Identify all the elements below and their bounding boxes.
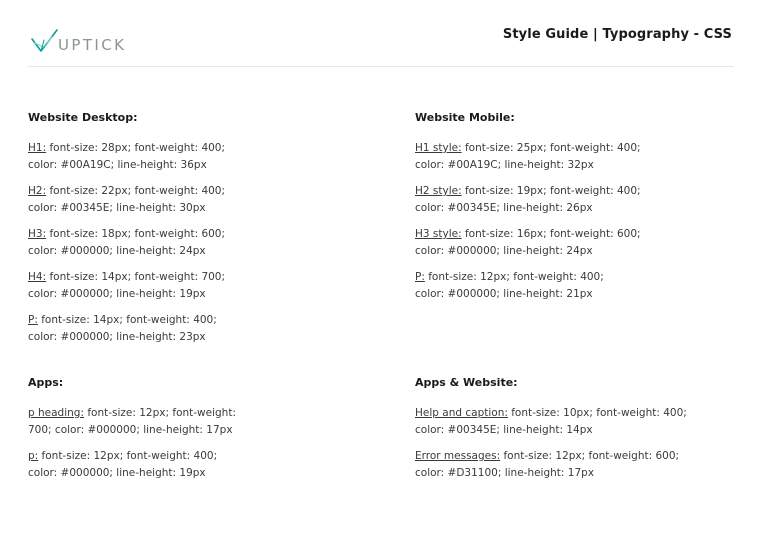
spec-line-2: color: #000000; line-height: 21px <box>415 288 593 300</box>
section-heading: Website Desktop: <box>28 111 138 124</box>
spec-line-1: font-size: 28px; font-weight: 400; <box>46 142 226 154</box>
spec-line-2: color: #000000; line-height: 23px <box>28 331 206 343</box>
spec-item <box>415 226 735 260</box>
spec-line-1: font-size: 12px; font-weight: 600; <box>500 450 680 462</box>
spec-item <box>28 269 348 303</box>
spec-item <box>415 183 735 217</box>
spec-term: H3 style: <box>415 228 462 240</box>
spec-item <box>28 312 348 346</box>
spec-line-1: font-size: 19px; font-weight: 400; <box>461 185 641 197</box>
spec-item <box>28 226 348 260</box>
spec-line-1: font-size: 25px; font-weight: 400; <box>461 142 641 154</box>
spec-term: H2: <box>28 185 47 197</box>
logo-wordmark: UPTICK <box>58 36 127 54</box>
spec-line-1: font-size: 12px; font-weight: <box>84 407 236 419</box>
spec-line-2: color: #00345E; line-height: 30px <box>28 202 206 214</box>
spec-line-1: font-size: 18px; font-weight: 600; <box>46 228 226 240</box>
spec-line-2: 700; color: #000000; line-height: 17px <box>28 424 233 436</box>
spec-term: P: <box>28 314 38 326</box>
spec-line-1: font-size: 10px; font-weight: 400; <box>507 407 687 419</box>
uptick-logo <box>30 26 126 54</box>
spec-line-2: color: #000000; line-height: 19px <box>28 288 206 300</box>
section-heading: Website Mobile: <box>415 111 515 124</box>
spec-line-2: color: #00A19C; line-height: 32px <box>415 159 594 171</box>
spec-line-1: font-size: 14px; font-weight: 700; <box>46 271 226 283</box>
spec-line-2: color: #000000; line-height: 19px <box>28 467 206 479</box>
spec-line-1: font-size: 12px; font-weight: 400; <box>38 450 218 462</box>
document-title: Style Guide | Typography - CSS <box>502 27 732 42</box>
page-header <box>28 0 734 67</box>
spec-item <box>28 405 348 439</box>
spec-term: H1: <box>28 142 47 154</box>
spec-term: H3: <box>28 228 47 240</box>
spec-line-2: color: #00A19C; line-height: 36px <box>28 159 207 171</box>
section-apps-and-website <box>415 376 735 491</box>
section-apps <box>28 376 348 491</box>
spec-item <box>415 140 735 174</box>
spec-item <box>415 269 735 303</box>
spec-line-2: color: #00345E; line-height: 14px <box>415 424 593 436</box>
spec-term: Error messages: <box>415 450 501 462</box>
spec-term: H1 style: <box>415 142 462 154</box>
spec-line-1: font-size: 14px; font-weight: 400; <box>37 314 217 326</box>
spec-item <box>415 448 735 482</box>
spec-term: H4: <box>28 271 47 283</box>
spec-term: H2 style: <box>415 185 462 197</box>
spec-term: p: <box>28 450 39 462</box>
spec-term: Help and caption: <box>415 407 508 419</box>
spec-line-1: font-size: 22px; font-weight: 400; <box>46 185 226 197</box>
spec-line-2: color: #000000; line-height: 24px <box>415 245 593 257</box>
section-heading: Apps & Website: <box>415 376 518 389</box>
spec-term: p heading: <box>28 407 84 419</box>
section-heading: Apps: <box>28 376 64 389</box>
spec-line-2: color: #D31100; line-height: 17px <box>415 467 595 479</box>
checkmark-logo-icon <box>30 28 60 54</box>
spec-line-1: font-size: 16px; font-weight: 600; <box>461 228 641 240</box>
section-website-desktop <box>28 111 348 355</box>
spec-line-1: font-size: 12px; font-weight: 400; <box>424 271 604 283</box>
spec-item <box>415 405 735 439</box>
spec-line-2: color: #000000; line-height: 24px <box>28 245 206 257</box>
spec-item <box>28 448 348 482</box>
spec-term: P: <box>415 271 425 283</box>
section-website-mobile <box>415 111 735 312</box>
spec-item <box>28 140 348 174</box>
spec-item <box>28 183 348 217</box>
spec-line-2: color: #00345E; line-height: 26px <box>415 202 593 214</box>
